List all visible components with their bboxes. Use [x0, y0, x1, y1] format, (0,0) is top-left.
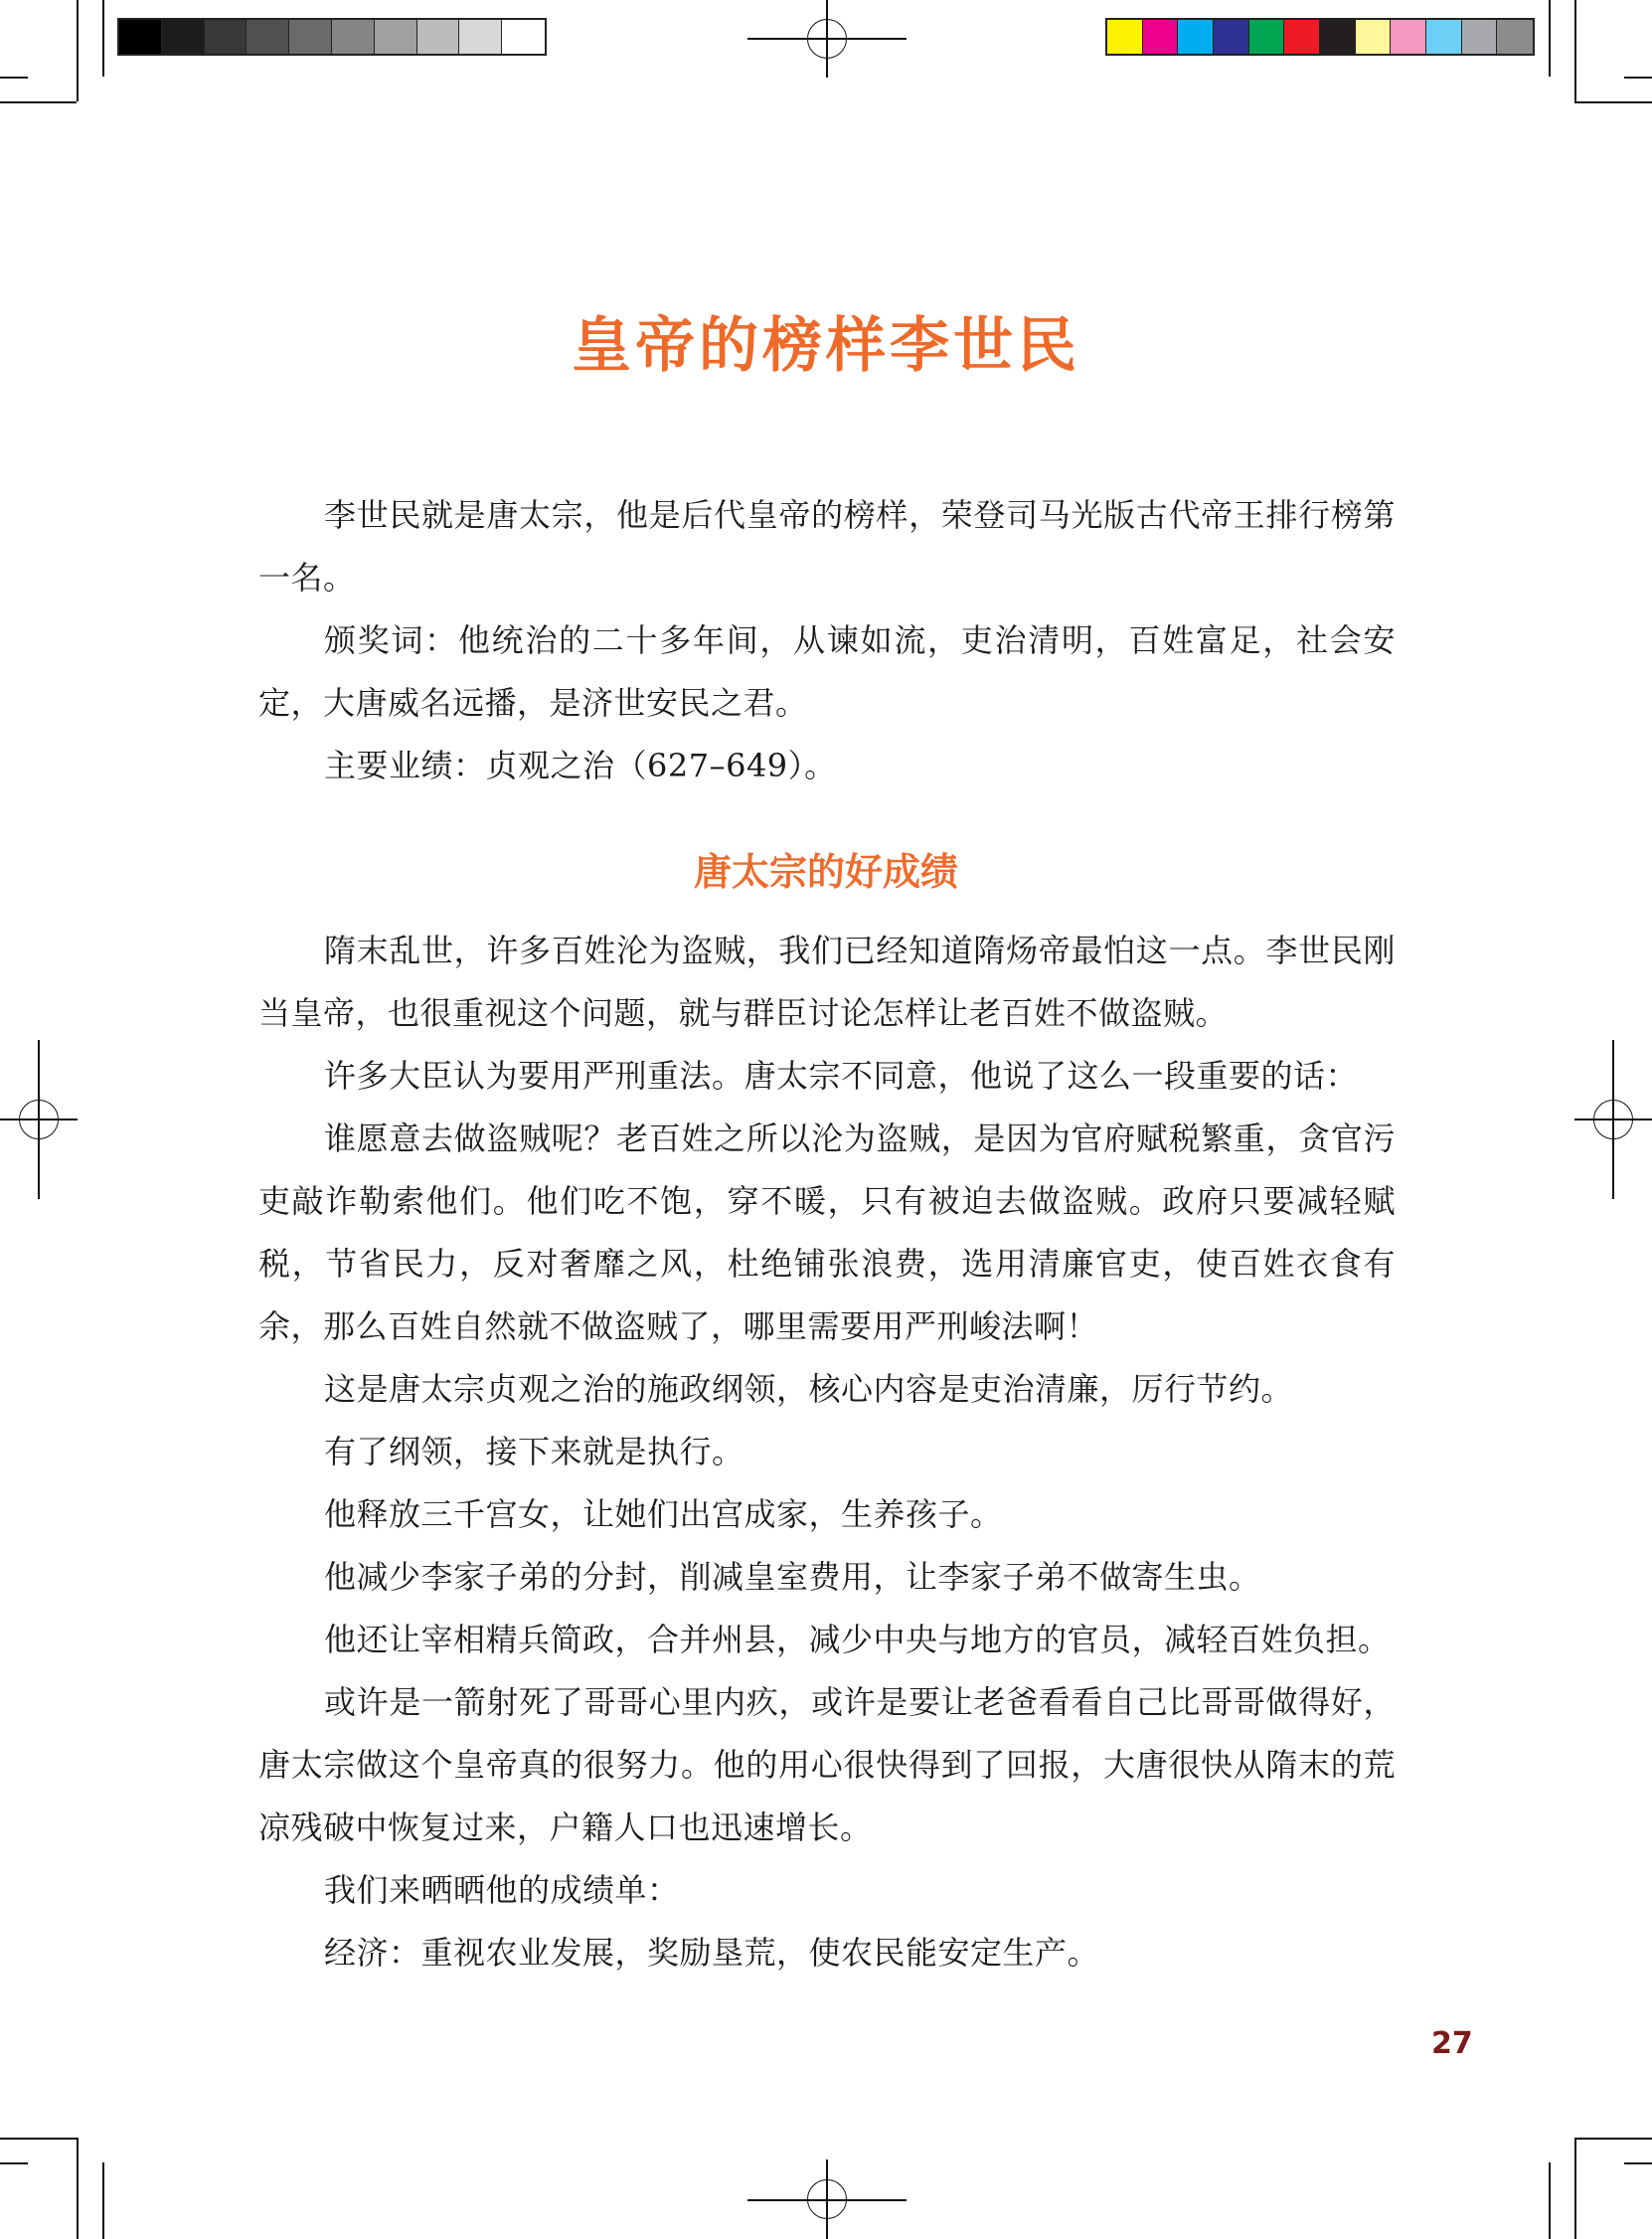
body-paragraph: 许多大臣认为要用严刑重法。唐太宗不同意，他说了这么一段重要的话：: [324, 1057, 1359, 1095]
registration-circle: [807, 2179, 847, 2219]
color-swatch: [1497, 20, 1533, 54]
registration-circle: [1593, 1100, 1633, 1139]
color-swatch: [1178, 20, 1214, 54]
crop-mark: [102, 2162, 104, 2239]
gray-swatch: [502, 20, 545, 54]
body-paragraph: 谁愿意去做盗贼呢？老百姓之所以沦为盗贼，是因为官府赋税繁重，贪官污吏敲诈勒索他们。他们吃不饱，穿不暖，只有被迫去做盗贼。政府只要减轻赋税，节省民力，反对奢靡之风，杜绝铺张浪费，选用清廉官吏，使百姓衣食有余，那么百姓自然就不做盗贼了，哪里需要用严刑峻法啊！: [258, 1120, 1396, 1345]
registration-circle: [807, 19, 847, 59]
crop-mark: [1574, 2138, 1576, 2239]
body-paragraph: 他还让宰相精兵简政，合并州县，减少中央与地方的官员，减轻百姓负担。: [324, 1621, 1391, 1658]
gray-swatch: [332, 20, 375, 54]
color-calibration-bar: [1105, 18, 1535, 56]
color-swatch: [1462, 20, 1498, 54]
gray-swatch: [247, 20, 289, 54]
color-swatch: [1249, 20, 1285, 54]
gray-calibration-bar: [117, 18, 547, 56]
intro-paragraph-3: 主要业绩：贞观之治（627–649）。: [324, 747, 837, 784]
color-swatch: [1284, 20, 1320, 54]
crop-mark: [1549, 2162, 1551, 2239]
section-subtitle: 唐太宗的好成绩: [693, 850, 958, 894]
body-paragraph: 他减少李家子弟的分封，削减皇室费用，让李家子弟不做寄生虫。: [324, 1558, 1261, 1596]
color-swatch: [1214, 20, 1249, 54]
crop-mark: [0, 77, 28, 79]
crop-mark: [102, 0, 104, 77]
crop-mark: [1574, 2138, 1652, 2140]
gray-swatch: [375, 20, 417, 54]
crop-mark: [1574, 0, 1576, 101]
crop-mark: [0, 101, 77, 103]
color-swatch: [1426, 20, 1462, 54]
color-swatch: [1391, 20, 1426, 54]
body-paragraph: 他释放三千宫女，让她们出宫成家，生养孩子。: [324, 1495, 1003, 1533]
gray-swatch: [205, 20, 248, 54]
page-number: 27: [1431, 2026, 1473, 2061]
crop-mark: [0, 2162, 28, 2164]
body-paragraph: 隋末乱世，许多百姓沦为盗贼，我们已经知道隋炀帝最怕这一点。李世民刚当皇帝，也很重视这个问题，就与群臣讨论怎样让老百姓不做盗贼。: [258, 932, 1396, 1032]
crop-mark: [1624, 2162, 1652, 2164]
body-paragraph: 我们来晒晒他的成绩单：: [324, 1871, 680, 1909]
intro-paragraph-1: 李世民就是唐太宗，他是后代皇帝的榜样，荣登司马光版古代帝王排行榜第一名。: [258, 496, 1396, 597]
crop-mark: [77, 2138, 79, 2239]
color-swatch: [1356, 20, 1392, 54]
gray-swatch: [162, 20, 205, 54]
color-swatch: [1320, 20, 1356, 54]
body-paragraph: 这是唐太宗贞观之治的施政纲领，核心内容是吏治清廉，厉行节约。: [324, 1370, 1294, 1408]
crop-mark: [1574, 101, 1652, 103]
crop-mark: [1549, 0, 1551, 77]
registration-circle: [19, 1100, 59, 1139]
intro-paragraph-2: 颁奖词：他统治的二十多年间，从谏如流，吏治清明，百姓富足，社会安定，大唐威名远播，是济世安民之君。: [258, 621, 1396, 722]
crop-mark: [77, 0, 79, 101]
body-paragraph: 有了纲领，接下来就是执行。: [324, 1433, 744, 1470]
gray-swatch: [119, 20, 162, 54]
crop-mark: [0, 2138, 77, 2140]
gray-swatch: [417, 20, 460, 54]
gray-swatch: [459, 20, 502, 54]
body-paragraph: 经济：重视农业发展，奖励垦荒，使农民能安定生产。: [324, 1934, 1100, 1972]
body-paragraph: 或许是一箭射死了哥哥心里内疚，或许是要让老爸看看自己比哥哥做得好，唐太宗做这个皇帝真的很努力。他的用心很快得到了回报，大唐很快从隋末的荒凉残破中恢复过来，户籍人口也迅速增长。: [258, 1683, 1396, 1846]
page-title: 皇帝的榜样李世民: [572, 311, 1080, 381]
color-swatch: [1107, 20, 1143, 54]
color-swatch: [1143, 20, 1179, 54]
crop-mark: [1624, 77, 1652, 79]
gray-swatch: [289, 20, 332, 54]
